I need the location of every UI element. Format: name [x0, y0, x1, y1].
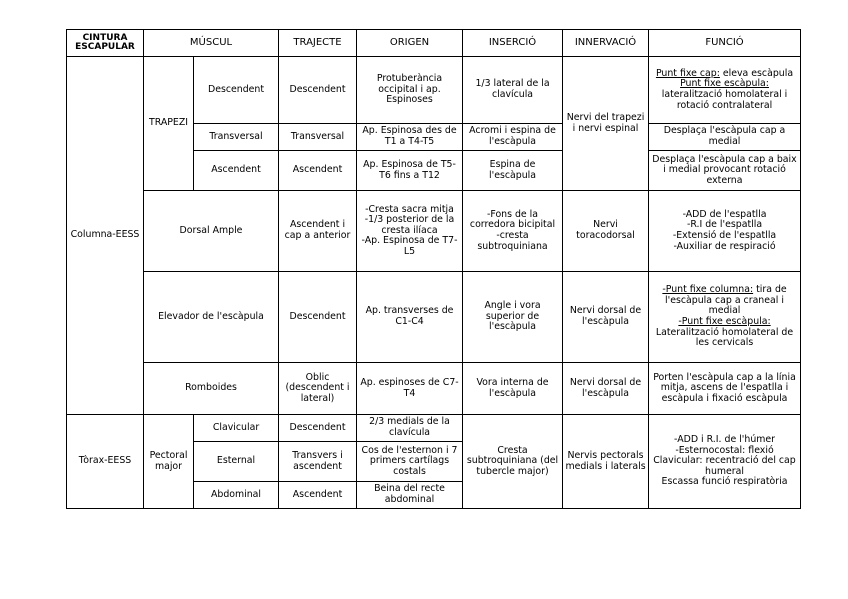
table-row [67, 415, 801, 442]
dorsal-insercio-line: -cresta subtroquiniana [477, 230, 548, 252]
muscle-trapezi: TRAPEZI [144, 57, 194, 191]
dorsal-funcio-line: -Extensió de l'espatlla [672, 230, 777, 241]
romboides-insercio: Vora interna de l'escàpula [463, 363, 563, 415]
pectoral-abdominal-origen: Beina del recte abdominal [357, 482, 463, 509]
dorsal-funcio-line: -ADD de l'espatlla [682, 208, 767, 220]
pectoral-abdominal-part: Abdominal [194, 482, 279, 509]
trapezi-ascendent-trajecte: Ascendent [279, 151, 357, 191]
pectoral-funcio-line: Clavicular: recentració del cap humeral [653, 455, 796, 477]
elevador-innervacio: Nervi dorsal de l'escàpula [563, 272, 649, 363]
pectoral-funcio-line: -ADD i R.I. de l'húmer [674, 434, 776, 446]
region-columna-eess: Columna-EESS [67, 57, 144, 415]
trapezi-descendent-trajecte: Descendent [279, 57, 357, 124]
dorsal-insercio [463, 191, 563, 272]
header-funcio: FUNCIÓ [649, 30, 801, 57]
pectoral-insercio: Cresta subtroquiniana (del tubercle major) [463, 415, 563, 509]
elevador-trajecte: Descendent [279, 272, 357, 363]
dorsal-origen-line: -1/3 posterior de la cresta ilíaca [364, 214, 455, 236]
trapezi-descendent-part: Descendent [194, 57, 279, 124]
trapezi-descendent-insercio: 1/3 lateral de la clavícula [463, 57, 563, 124]
trapezi-ascendent-funcio: Desplaça l'escàpula cap a baix i medial provocant rotació externa [649, 151, 801, 191]
header-insercio: INSERCIÓ [463, 30, 563, 57]
funcio-punt-fixe-cap: Punt fixe cap: [655, 67, 720, 79]
funcio-punt-fixe-columna: -Punt fixe columna: [662, 284, 754, 296]
elevador-funcio [649, 272, 801, 363]
header-innervacio: INNERVACIÓ [563, 30, 649, 57]
header-trajecte: TRAJECTE [279, 30, 357, 57]
trapezi-descendent-funcio [649, 57, 801, 124]
dorsal-origen-line: -Ap. Espinosa de T7-L5 [361, 235, 458, 257]
trapezi-transversal-origen: Ap. Espinosa des de T1 a T4-T5 [357, 124, 463, 151]
trapezi-descendent-origen: Protuberància occipital i ap. Espinoses [357, 57, 463, 124]
elevador-insercio: Angle i vora superior de l'escàpula [463, 272, 563, 363]
header-cintura-escapular: CINTURA ESCAPULAR [67, 30, 144, 57]
table-row [67, 363, 801, 415]
romboides-innervacio: Nervi dorsal de l'escàpula [563, 363, 649, 415]
muscle-table [66, 29, 801, 509]
funcio-punt-fixe-escapula: -Punt fixe escàpula: [678, 316, 771, 327]
dorsal-funcio [649, 191, 801, 272]
trapezi-transversal-insercio: Acromi i espina de l'escàpula [463, 124, 563, 151]
funcio-punt-fixe-escapula: Punt fixe escàpula: [680, 78, 769, 90]
trapezi-transversal-funcio: Desplaça l'escàpula cap a medial [649, 124, 801, 151]
table-row [67, 272, 801, 363]
table-row [67, 57, 801, 124]
region-torax-eess: Tòrax-EESS [67, 415, 144, 509]
romboides-funcio: Porten l'escàpula cap a la línia mitja, ascens de l'espatlla i escàpula i fixació escàpula [649, 363, 801, 415]
funcio-lateralitzacio-cervicals: Lateralització homolateral de les cervicals [655, 326, 794, 349]
pectoral-abdominal-trajecte: Ascendent [279, 482, 357, 509]
dorsal-origen [357, 191, 463, 272]
muscle-pectoral-major: Pectoral major [144, 415, 194, 509]
trapezi-ascendent-origen: Ap. Espinosa de T5-T6 fins a T12 [357, 151, 463, 191]
elevador-origen: Ap. transverses de C1-C4 [357, 272, 463, 363]
romboides-origen: Ap. espinoses de C7-T4 [357, 363, 463, 415]
trapezi-innervacio: Nervi del trapezi i nervi espinal [563, 57, 649, 191]
dorsal-trajecte: Ascendent i cap a anterior [279, 191, 357, 272]
pectoral-innervacio: Nervis pectorals medials i laterals [563, 415, 649, 509]
trapezi-transversal-trajecte: Transversal [279, 124, 357, 151]
funcio-tira-escapula: tira de l'escàpula cap a craneal i medial [665, 284, 787, 317]
dorsal-funcio-line: -R.I de l'espatlla [686, 219, 763, 231]
romboides-trajecte: Oblic (descendent i lateral) [279, 363, 357, 415]
pectoral-clavicular-part: Clavicular [194, 415, 279, 442]
pectoral-funcio-line: Escassa funció respiratòria [661, 476, 788, 488]
pectoral-esternal-part: Esternal [194, 442, 279, 482]
header-muscul: MÚSCUL [144, 30, 279, 57]
trapezi-ascendent-part: Ascendent [194, 151, 279, 191]
muscle-dorsal-ample: Dorsal Ample [144, 191, 279, 272]
funcio-lateralitzacio: lateralització homolateral i rotació contralateral [661, 89, 788, 111]
pectoral-funcio-line: -Esternocostal: flexió [675, 444, 774, 456]
pectoral-esternal-trajecte: Transvers i ascendent [279, 442, 357, 482]
funcio-eleva-escapula: eleva escàpula [719, 67, 794, 79]
pectoral-esternal-origen: Cos de l'esternon i 7 primers cartílags costals [357, 442, 463, 482]
dorsal-insercio-line: -Fons de la corredora bicipital [469, 208, 556, 231]
muscle-romboides: Romboides [144, 363, 279, 415]
pectoral-funcio [649, 415, 801, 509]
dorsal-innervacio: Nervi toracodorsal [563, 191, 649, 272]
muscle-elevador-escapula: Elevador de l'escàpula [144, 272, 279, 363]
pectoral-clavicular-origen: 2/3 medials de la clavícula [357, 415, 463, 442]
dorsal-funcio-line: -Auxiliar de respiració [673, 240, 776, 252]
header-origen: ORIGEN [357, 30, 463, 57]
table-row [67, 191, 801, 272]
trapezi-ascendent-insercio: Espina de l'escàpula [463, 151, 563, 191]
dorsal-origen-line: -Cresta sacra mitja [365, 203, 454, 215]
trapezi-transversal-part: Transversal [194, 124, 279, 151]
pectoral-clavicular-trajecte: Descendent [279, 415, 357, 442]
